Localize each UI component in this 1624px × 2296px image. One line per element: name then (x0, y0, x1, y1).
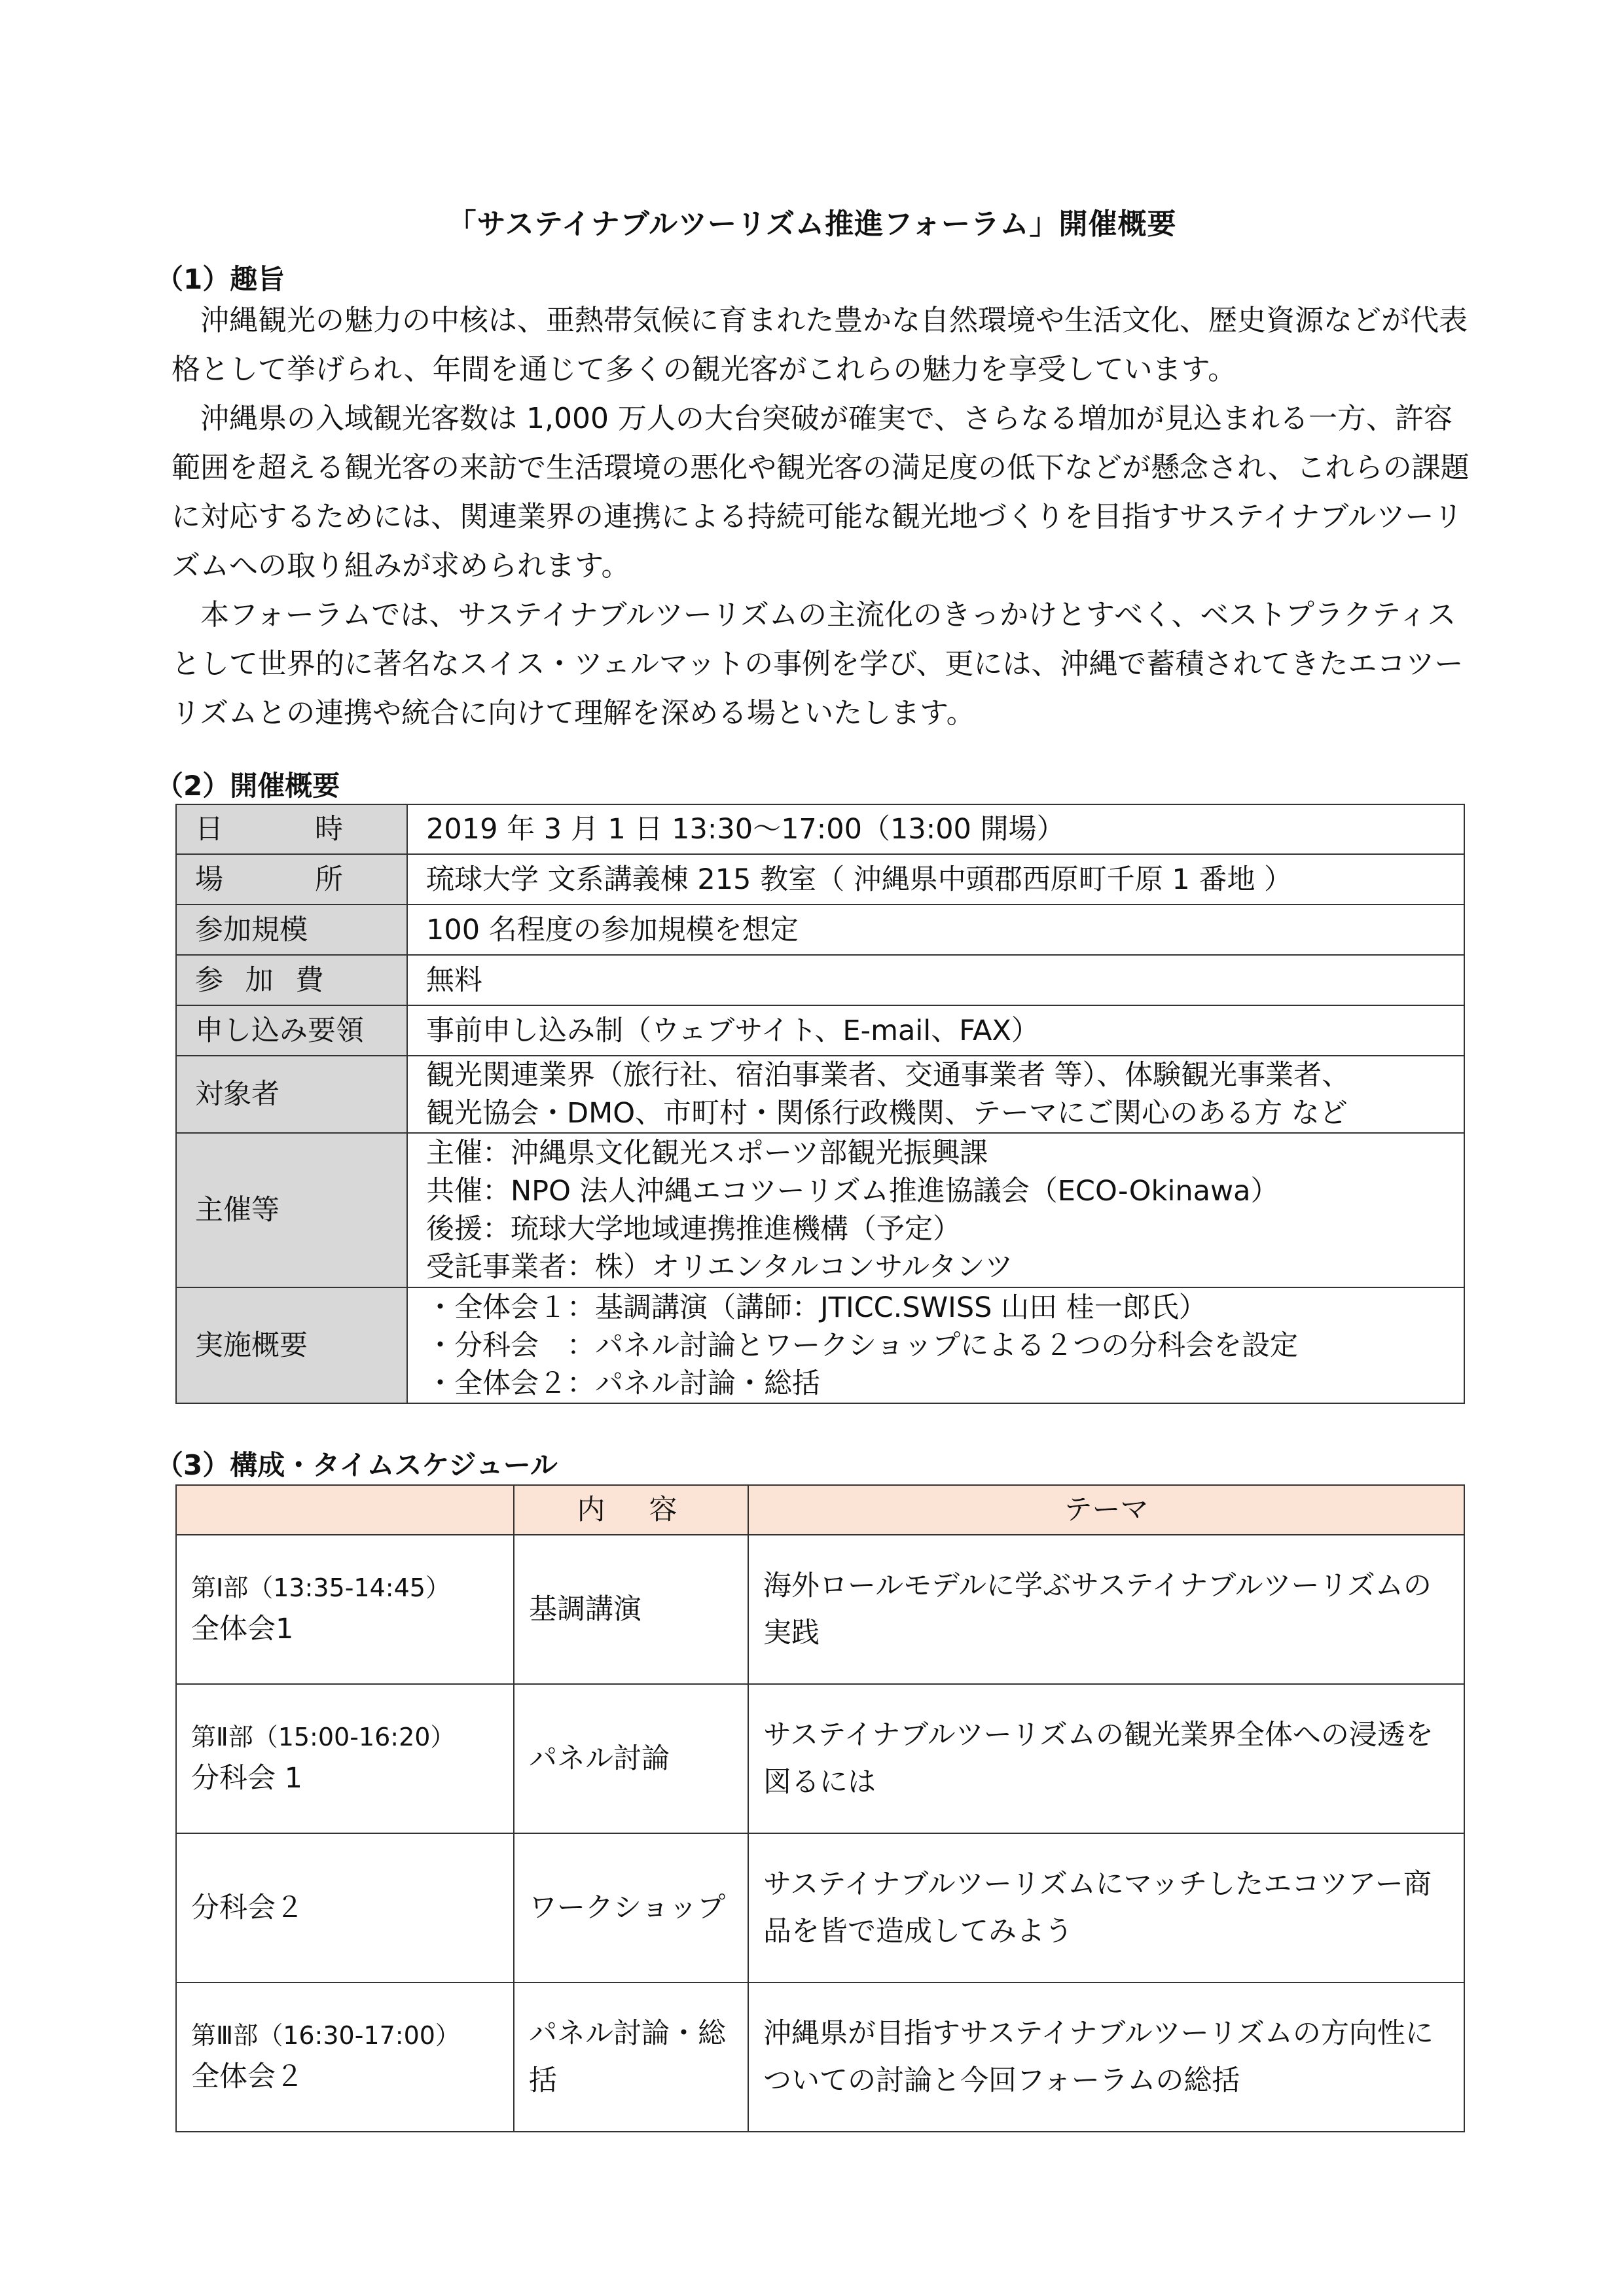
overview-line: 後援：琉球大学地域連携推進機構（予定） (426, 1213, 961, 1246)
schedule-session-cell (176, 1833, 514, 1982)
overview-label: 場 所 (176, 854, 407, 905)
schedule-header-row (176, 1485, 1464, 1535)
schedule-row (176, 1684, 1464, 1833)
overview-value: 2019 年 3 月 1 日 13:30～17:00（13:00 開場） (407, 804, 1464, 854)
overview-value (407, 1133, 1464, 1287)
section1-heading: （1）趣旨 (156, 263, 285, 295)
schedule-session: 全体会２ (191, 2060, 304, 2093)
schedule-row (176, 1982, 1464, 2132)
overview-value: 琉球大学 文系講義棟 215 教室（ 沖縄県中頭郡西原町千原 1 番地 ） (407, 854, 1464, 905)
schedule-row (176, 1833, 1464, 1982)
schedule-header-cell (176, 1485, 514, 1535)
overview-label: 参加規模 (176, 905, 407, 955)
schedule-header-cell: テーマ (748, 1485, 1464, 1535)
schedule-header-cell: 内 容 (514, 1485, 748, 1535)
schedule-content: パネル討論 (514, 1684, 748, 1833)
overview-value: 事前申し込み制（ウェブサイト、E-mail、FAX） (407, 1005, 1464, 1056)
purpose-paragraph-2: 沖縄県の入域観光客数は 1,000 万人の大台突破が確実で、さらなる増加が見込まれる一方、許容範囲を超える観光客の来訪で生活環境の悪化や観光客の満足度の低下などが懸念され、これらの課題に対応するためには、関連業界の連携による持続可能な観光地づくりを目指すサステイナブルツーリズムへの取り組みが求められます。 (171, 402, 1470, 583)
schedule-session-cell (176, 1684, 514, 1833)
overview-line: ・全体会２：パネル討論・総括 (426, 1367, 820, 1400)
overview-line: 共催：NPO 法人沖縄エコツーリズム推進協議会（ECO-Okinawa） (426, 1175, 1279, 1208)
overview-label: 申し込み要領 (176, 1005, 407, 1056)
overview-label: 実施概要 (176, 1287, 407, 1403)
overview-row-datetime (176, 804, 1464, 854)
overview-line: 主催：沖縄県文化観光スポーツ部観光振興課 (426, 1137, 988, 1170)
overview-label: 参 加 費 (176, 955, 407, 1005)
overview-label: 日 時 (176, 804, 407, 854)
overview-value: 100 名程度の参加規模を想定 (407, 905, 1464, 955)
schedule-part: 第Ⅲ部（16:30-17:00） (191, 2021, 460, 2050)
overview-label: 主催等 (176, 1133, 407, 1287)
overview-row-audience (176, 1056, 1464, 1133)
purpose-paragraph-3: 本フォーラムでは、サステイナブルツーリズムの主流化のきっかけとすべく、ベストプラクティスとして世界的に著名なスイス・ツェルマットの事例を学び、更には、沖縄で蓄積されてきたエコツーリズムとの連携や統合に向けて理解を深める場といたします。 (171, 598, 1464, 730)
overview-value (407, 1287, 1464, 1403)
schedule-content: 基調講演 (514, 1535, 748, 1684)
page-title: 「サステイナブルツーリズム推進フォーラム」開催概要 (447, 207, 1177, 241)
overview-line: ・分科会 ：パネル討論とワークショップによる２つの分科会を設定 (426, 1329, 1299, 1362)
overview-line: ・全体会１：基調講演（講師：JTICC.SWISS 山田 桂一郎氏） (426, 1291, 1207, 1324)
schedule-session: 全体会1 (191, 1613, 294, 1645)
schedule-theme: サステイナブルツーリズムの観光業界全体への浸透を図るには (748, 1684, 1464, 1833)
schedule-theme: 沖縄県が目指すサステイナブルツーリズムの方向性についての討論と今回フォーラムの総括 (748, 1982, 1464, 2132)
overview-line: 観光協会・DMO、市町村・関係行政機関、テーマにご関心のある方 など (426, 1097, 1348, 1130)
schedule-session: 分科会２ (191, 1892, 304, 1924)
schedule-content: ワークショップ (514, 1833, 748, 1982)
schedule-part: 第Ⅱ部（15:00-16:20） (191, 1723, 456, 1751)
schedule-session-cell (176, 1535, 514, 1684)
overview-line: 受託事業者：株）オリエンタルコンサルタンツ (426, 1251, 1013, 1283)
section2-heading: （2）開催概要 (156, 770, 340, 802)
overview-row-venue (176, 854, 1464, 905)
schedule-session-cell (176, 1982, 514, 2132)
schedule-table (175, 1484, 1465, 2132)
overview-label: 対象者 (176, 1056, 407, 1133)
schedule-session: 分科会 1 (191, 1762, 303, 1795)
overview-row-fee (176, 955, 1464, 1005)
overview-value: 無料 (407, 955, 1464, 1005)
schedule-theme: 海外ロールモデルに学ぶサステイナブルツーリズムの実践 (748, 1535, 1464, 1684)
overview-value (407, 1056, 1464, 1133)
schedule-content: パネル討論・総括 (514, 1982, 748, 2132)
schedule-row (176, 1535, 1464, 1684)
overview-line: 観光関連業界（旅行社、宿泊事業者、交通事業者 等）、体験観光事業者、 (426, 1059, 1350, 1092)
schedule-part: 第Ⅰ部（13:35-14:45） (191, 1573, 450, 1602)
overview-row-application (176, 1005, 1464, 1056)
overview-row-organizers (176, 1133, 1464, 1287)
overview-row-program (176, 1287, 1464, 1403)
overview-table (175, 804, 1465, 1404)
purpose-paragraph-1: 沖縄観光の魅力の中核は、亜熱帯気候に育まれた豊かな自然環境や生活文化、歴史資源などが代表格として挙げられ、年間を通じて多くの観光客がこれらの魅力を享受しています。 (171, 304, 1468, 386)
section3-heading: （3）構成・タイムスケジュール (156, 1449, 558, 1481)
overview-row-scale (176, 905, 1464, 955)
schedule-theme: サステイナブルツーリズムにマッチしたエコツアー商品を皆で造成してみよう (748, 1833, 1464, 1982)
